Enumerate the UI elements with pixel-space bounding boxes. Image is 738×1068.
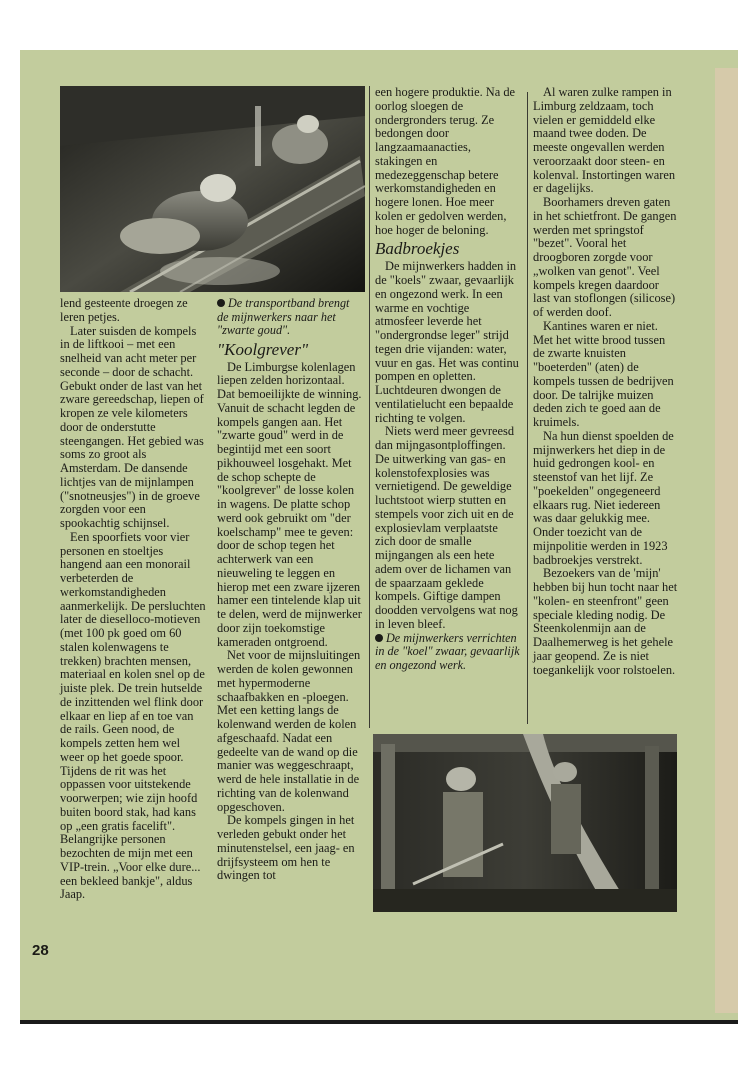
col3-paragraph-1: De mijnwerkers hadden in de "koels" zwaar, gevaarlijk en ongezond werk. In een warme en vochtige atmosfeer leverde het "ondergrondse leger" strijd tegen drie vijanden: water, vuur en gas. Het was continu pompen en opletten. Luchtdeuren dwongen de ventilatielucht een bepaalde richting te volgen. bbox=[375, 259, 519, 425]
column-2 bbox=[217, 297, 363, 883]
photo-transport-band-image bbox=[60, 86, 365, 292]
bullet-icon bbox=[217, 299, 225, 307]
page-number: 28 bbox=[32, 942, 49, 959]
col1-paragraph-1: lend gesteente droegen ze leren petjes. bbox=[60, 296, 188, 324]
col3-paragraph-2: Niets werd meer gevreesd dan mijngasontploffingen. De uitwerking van gas- en kolenstofexplosies was vernietigend. De geweldige luchtstoot wierp stutten en stempels voor zich uit en de explosievlam verplaatste zich door de smalle mijngangen als een hete adem over de lichamen van de spaarzaam geklede kompels. Giftige dampen doodden vervolgens wat nog in leven bleef. bbox=[375, 424, 518, 631]
photo-caption-transport bbox=[217, 297, 363, 338]
page-edge-strip bbox=[715, 68, 738, 1013]
col2-paragraph-2: Net voor de mijnsluitingen werden de kolen gewonnen met hypermoderne schaafbakken en -ploegen. Met een ketting langs de kolenwand werden de kolen afgeschaafd. Nadat een gedeelte van de wand op die manier was weggeschraapt, werd de hele installatie in de richting van de kolenwand opgeschoven. bbox=[217, 648, 361, 814]
caption-text: De transportband brengt de mijnwerkers naar het "zwarte goud". bbox=[217, 296, 350, 337]
col4-paragraph-3: Kantines waren er niet. Met het witte brood tussen de zwarte knuisten "boeterden" (aten) de kompels tussen de bedrijven door. De talrijke muizen deden zich te goed aan de kruimels. bbox=[533, 318, 674, 429]
photo-miners-image bbox=[373, 734, 677, 912]
col4-paragraph-4: Na hun dienst spoelden de mijnwerkers het diep in de huid gedrongen kool- en steenstof van het lijf. Ze "poekelden" ongegeneerd elkaars rug. Niet iedereen was daar gelukkig mee. Onder toezicht van de mijnpolitie werden in 1923 badbroekjes verstrekt. bbox=[533, 428, 674, 567]
photo-caption-miners bbox=[375, 632, 521, 673]
photo-miners-in-coal bbox=[373, 734, 677, 912]
photo-transport-band bbox=[60, 86, 365, 292]
section-heading-koolgrever: "Koolgrever" bbox=[217, 339, 309, 359]
page-bottom-border bbox=[20, 1020, 738, 1024]
column-3 bbox=[375, 86, 521, 672]
column-4 bbox=[533, 86, 679, 677]
col2-paragraph-1: De Limburgse kolenlagen liepen zelden horizontaal. Dat bemoeilijkte de winning. Vanuit de schacht legden de kompels gangen aan. Het "zwarte goud" werd in de begintijd met een soort pikhouweel losgehakt. Met de schop schepte de "koolgrever" de losse kolen in wagens. De platte schop werd ook gebruikt om "der koelschamp" mee te geven: door de schop tegen het achterwerk van een nieuweling te leggen en hierop met een zware ijzeren hamer een tintelende klap uit te delen, werd de mijnwerker door zijn toekomstige kameraden ontgroend. bbox=[217, 359, 362, 649]
col4-paragraph-2: Boorhamers dreven gaten in het schietfront. De gangen werden met springstof "bezet". Vooral het droogboren zorgde voor „wolken van genot". Veel kompels kregen daardoor last van stoflongen (silicose) of werden doof. bbox=[533, 195, 677, 319]
column-rule-3 bbox=[369, 86, 370, 728]
col4-paragraph-5: Bezoekers van de 'mijn' hebben bij hun tocht naar het "kolen- en steenfront" geen speciale kleding nodig. De Steenkolenmijn aan de Daalhemerweg is het gehele jaar geopend. Ze is niet toegankelijk voor rolstoelen. bbox=[533, 566, 678, 677]
column-1 bbox=[60, 297, 206, 902]
col2-paragraph-3: De kompels gingen in het verleden gebukt onder het minutenstelsel, een jaag- en drijfsysteem om hen te dwingen tot bbox=[217, 813, 355, 883]
bullet-icon bbox=[375, 634, 383, 642]
column-rule-4 bbox=[527, 92, 528, 724]
col4-paragraph-1: Al waren zulke rampen in Limburg zeldzaam, toch vielen er gemiddeld elke maand twee doden. De meeste ongevallen werden veroorzaakt door steen- en kolenval. Instortingen waren er dagelijks. bbox=[533, 85, 676, 196]
caption-text: De mijnwerkers verrichten in de "koel" zwaar, gevaarlijk en ongezond werk. bbox=[375, 630, 520, 672]
section-heading-badbroekjes: Badbroekjes bbox=[375, 239, 460, 259]
col1-paragraph-2: Later suisden de kompels in de liftkooi – met een snelheid van acht meter per seconde – door de schacht. Gebukt onder de last van het zware gereedschap, liepen of kropen ze vele kilometers door de onderstutte steengangen. Het gebied was soms zo groot als Amsterdam. De dansende lichtjes van de mijnlampen ("snotneusjes") in de groeve zorgden voor een spookachtig schijnsel. bbox=[60, 323, 204, 530]
col3-paragraph-top: een hogere produktie. Na de oorlog sloegen de ondergronders terug. Ze bedongen door langzaamaanacties, stakingen en medezeggenschap betere werkomstandigheden en hogere lonen. Hoe meer kolen er gedolven werden, hoe hoger de beloning. bbox=[375, 85, 516, 237]
col1-paragraph-3: Een spoorfiets voor vier personen en stoeltjes hangend aan een monorail verbeterden de werkomstandigheden aanmerkelijk. De persluchten later de dieselloco-motieven (met 100 pk goed om 60 stalen kolenwagens te trekken) brachten mensen, materiaal en kolen snel op de juiste plek. De trein hutselde de inzittenden wel flink door elkaar en liep af en toe van de rails. Geen nood, de kompels zetten hem wel weer op het goede spoor. Tijdens de rit was het oppassen voor uitstekende voorwerpen; wie zijn hoofd buiten boord stak, had kans op „een gratis facelift". Belangrijke personen bezochten de mijn met een VIP-trein. „Voor elke dure... een bekleed bankje", aldus Jaap. bbox=[60, 529, 206, 902]
